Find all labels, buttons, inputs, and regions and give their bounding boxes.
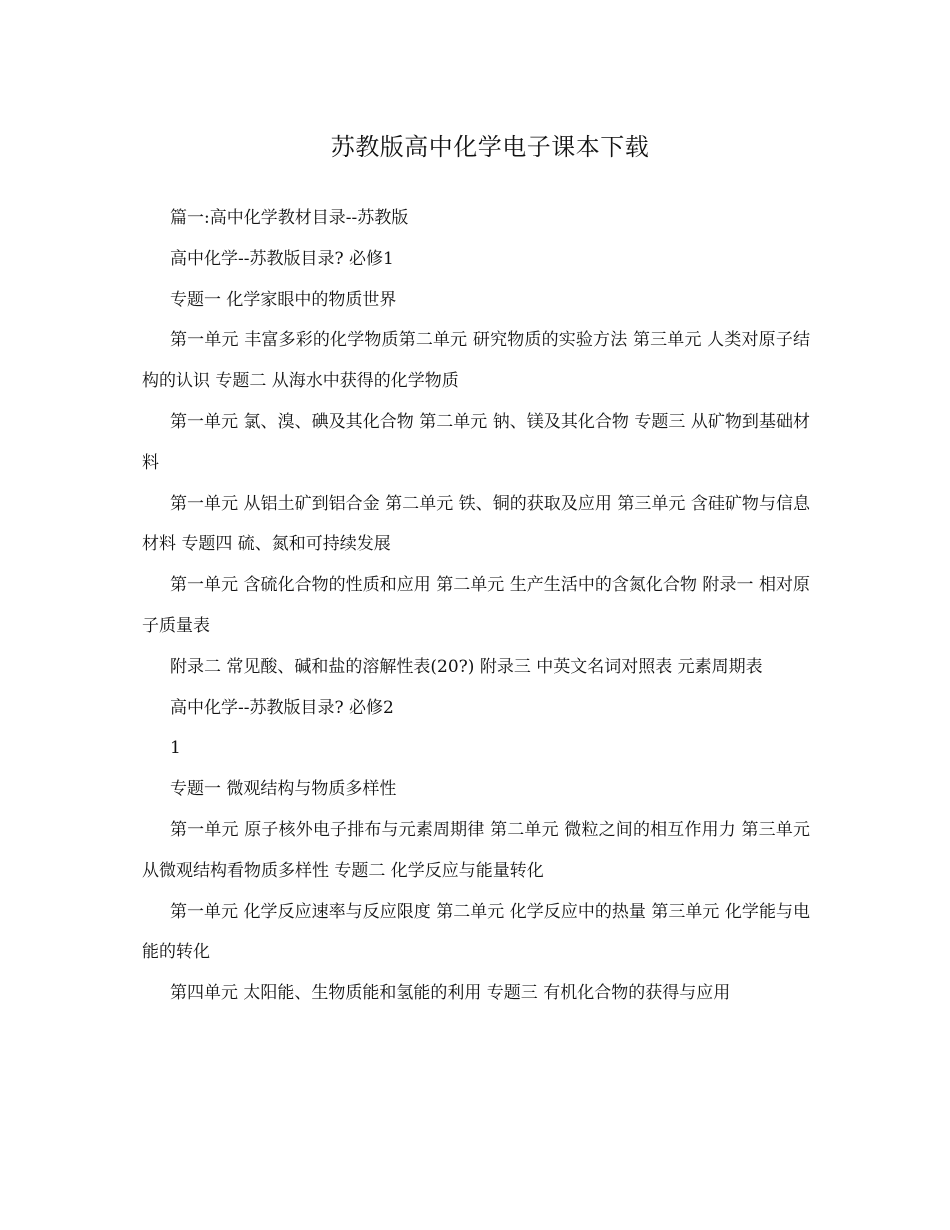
paragraph-compulsory-1-toc: 高中化学--苏教版目录? 必修1 bbox=[170, 248, 394, 269]
paragraph-number: 1 bbox=[170, 738, 181, 759]
paragraph-topic-4-units: 第一单元 含硫化合物的性质和应用 第二单元 生产生活中的含氮化合物 附录一 相对原子质量表 bbox=[142, 575, 810, 636]
paragraph-part-one-heading: 篇一:高中化学教材目录--苏教版 bbox=[170, 208, 409, 228]
paragraph-topic-2-units: 第一单元 氯、溴、碘及其化合物 第二单元 钠、镁及其化合物 专题三 从矿物到基础材料 bbox=[142, 411, 810, 473]
paragraph-topic-1-b-units: 第一单元 原子核外电子排布与元素周期律 第二单元 微粒之间的相互作用力 第三单元 从微观结构看物质多样性 专题二 化学反应与能量转化 bbox=[142, 819, 810, 881]
paragraph-topic-1-units: 第一单元 丰富多彩的化学物质第二单元 研究物质的实验方法 第三单元 人类对原子结构的认识 专题二 从海水中获得的化学物质 bbox=[142, 330, 810, 392]
paragraph-topic-1-b: 专题一 微观结构与物质多样性 bbox=[170, 779, 397, 800]
document-body bbox=[142, 198, 810, 1014]
document-title: 苏教版高中化学电子课本下载 bbox=[330, 133, 650, 161]
paragraph-topic-3-units: 第一单元 从铝土矿到铝合金 第二单元 铁、铜的获取及应用 第三单元 含硅矿物与信息材料 专题四 硫、氮和可持续发展 bbox=[142, 493, 810, 555]
paragraph-topic-2-b-units: 第一单元 化学反应速率与反应限度 第二单元 化学反应中的热量 第三单元 化学能与电能的转化 bbox=[142, 901, 810, 963]
paragraph-topic-1: 专题一 化学家眼中的物质世界 bbox=[170, 289, 397, 310]
paragraph-topic-2-b-unit-4: 第四单元 太阳能、生物质能和氢能的利用 专题三 有机化合物的获得与应用 bbox=[170, 983, 731, 1004]
paragraph-appendices: 附录二 常见酸、碱和盐的溶解性表(20?) 附录三 中英文名词对照表 元素周期表 bbox=[170, 656, 763, 677]
paragraph-compulsory-2-toc: 高中化学--苏教版目录? 必修2 bbox=[170, 697, 394, 718]
